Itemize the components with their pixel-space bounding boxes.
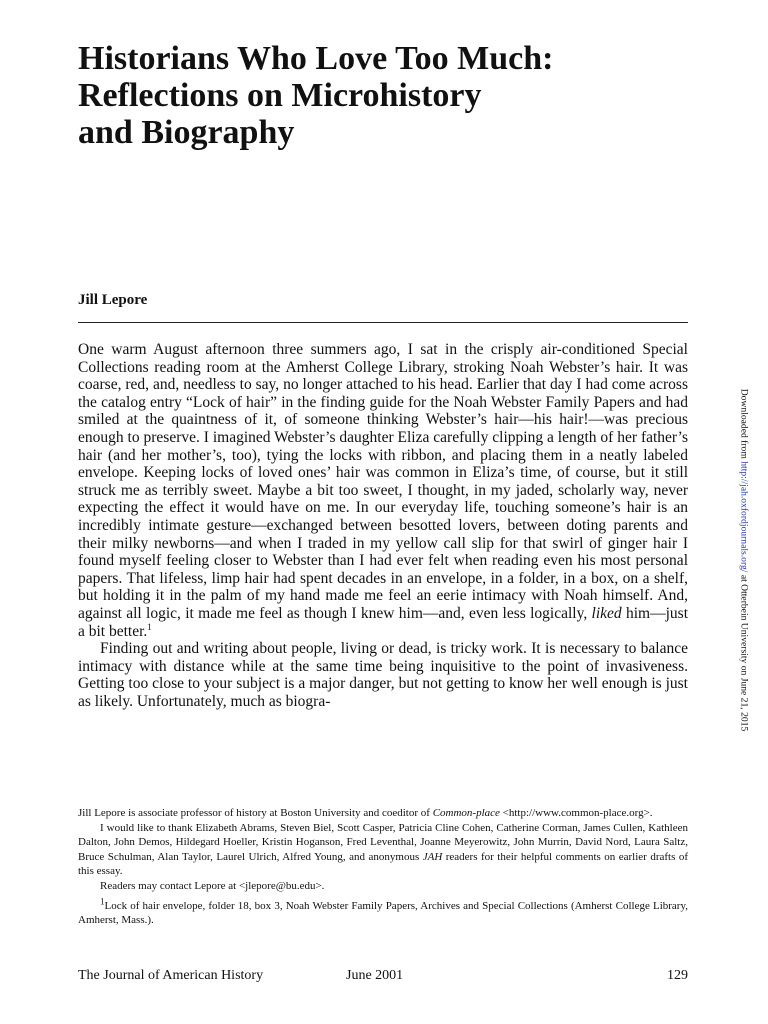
paragraph-1-text: One warm August afternoon three summers ago, I sat in the crisply air-conditioned Special Collections reading room at the Amherst College Library, stroking Noah Webster’s hair. It was coarse, red, and, needless to say, no longer attached to his head. Earlier that day I had come across the catalog entry “Lock of hair” in the finding guide for the Noah Webster Family Papers and had smiled at the quaintness of it, of someone thinking Webster’s hair—his hair!—was precious enough to preserve. I imagined Webster’s daughter Eliza carefully clipping a length of her father’s hair (and her mother’s, too), tying the locks with ribbon, and placing them in a neatly labeled envelope. Keeping locks of loved ones’ hair was common in Eliza’s time, of course, but it still struck me as terribly sweet. Maybe a bit too sweet, I thought, in my jaded, scholarly way, never expecting the effect it would have on me. In our everyday life, touching someone’s hair is an incredibly intimate gesture—exchanged between besotted lovers, between doting parents and their milky newborns—and when I traded in my yellow call slip for that swirl of ginger hair I found myself feeling closer to Webster than I had ever felt when reading even his most personal papers. That lifeless, limp hair had spent decades in an envelope, in a folder, in a box, on a shelf, but holding it in the palm of my hand made me feel an eerie intimacy with Noah himself. And, against all logic, it made me feel as though I knew him—and, even less logically,	[78, 341, 688, 622]
acknowledgments-text: I would like to thank Elizabeth Abrams, Steven Biel, Scott Casper, Patricia Cline Cohen, Catherine Corman, James Cullen, Kathleen Dalton, John Demos, Hildegard Hoeller, Kristin Hoganson, Fred Leventhal, Joanne Meyerowitz, John Murrin, David Nord, Laura Saltz, Bruce Schulman, Alan Taylor, Laurel Ulrich, Alfred Young, and anonymous	[78, 821, 688, 863]
title-divider	[78, 322, 688, 323]
download-suffix: at Otterbein University on June 21, 2015	[738, 574, 750, 732]
paragraph-1-tail: him—just a bit better.	[78, 604, 689, 640]
title-line-1: Historians Who Love Too Much:	[78, 40, 554, 77]
journal-url-link[interactable]: http://jah.oxfordjournals.org/	[738, 461, 750, 573]
body-paragraph-1	[78, 341, 688, 640]
body-paragraph-2: Finding out and writing about people, living or dead, is tricky work. It is necessary to balance intimacy with distance while at the same time being inquisitive to the point of invasiveness. Getting too close to your subject is a major danger, but not getting to know her well enough is just as likely. Unfortunately, much as biogra-	[78, 640, 688, 710]
author-bio	[78, 806, 688, 821]
download-prefix: Downloaded from	[738, 388, 750, 459]
footnote-1	[78, 895, 688, 928]
footnote-1-text: Lock of hair envelope, folder 18, box 3, Noah Webster Family Papers, Archives and Special Collections (Amherst College Library, Amherst, Mass.).	[78, 899, 688, 927]
acknowledgments-tail: readers for their helpful comments on earlier drafts of this essay.	[78, 850, 689, 878]
article-title	[78, 40, 678, 151]
jah-abbrev: JAH	[422, 850, 443, 863]
emphasis-liked: liked	[591, 604, 622, 622]
common-place-title: Common-place	[432, 807, 500, 819]
acknowledgments	[78, 821, 688, 879]
title-line-2: Reflections on Microhistory	[78, 77, 482, 114]
common-place-link[interactable]: <http://www.common-place.org>.	[502, 807, 653, 819]
author-name: Jill Lepore	[78, 292, 148, 308]
author-notes	[78, 806, 688, 928]
contact-note: Readers may contact Lepore at <jlepore@bu.edu>.	[100, 879, 325, 892]
journal-name: The Journal of American History	[78, 968, 264, 983]
footnote-1-number: 1	[100, 895, 105, 906]
footnote-ref-1[interactable]: 1	[147, 621, 152, 632]
issue-date: June 2001	[346, 968, 404, 983]
author-bio-text: Jill Lepore is associate professor of history at Boston University and coeditor of	[78, 807, 430, 819]
title-line-3: and Biography	[78, 114, 295, 151]
download-watermark	[739, 389, 750, 732]
article-body	[78, 341, 688, 710]
page-number: 129	[667, 968, 688, 983]
